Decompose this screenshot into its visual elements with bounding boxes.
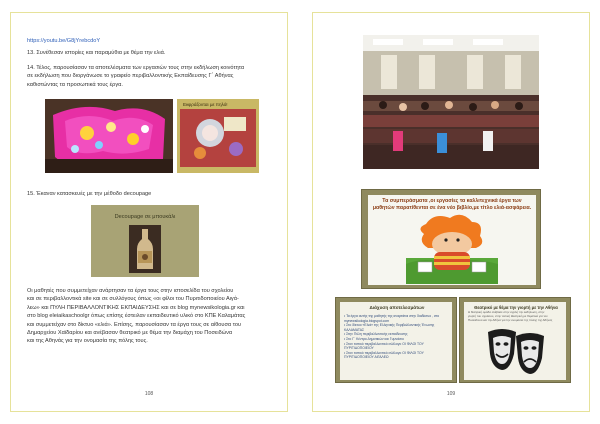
photo-clay [177,99,259,173]
dissemination-card [335,297,457,383]
photo-clay-caption: Εκφράζονται με πηλό! [183,102,228,107]
item-13-text: 13. Συνέθεσαν ιστορίες και παραμύθια με θέμα την ελιά. [27,50,166,56]
slide-title [370,198,534,212]
page-number-right: 109 [446,391,456,397]
photo-pink-craft [45,99,173,173]
item-14-line: καθιστώντας τα προσωπικά τους έργα. [27,81,123,88]
cartoon-character-icon [406,214,498,284]
slide-title-line: μαθητών παρατίθενται σε ένα νέο βιβλίο,με τίτλο ελιά-ασφάρεια. [372,204,532,211]
theatre-line: Η θεατρική ομάδα ανέβασε στην σχολή την εκδήλωση, στην [468,310,545,314]
conclusions-slide [361,189,541,289]
theatre-card [459,297,571,383]
bullet-item: • Στην Πύλη περιβαλλοντικής εκπαίδευσης [344,332,408,337]
bottle-icon [129,225,161,273]
closing-line: στο blog eleiaikaschoolgr όπως επίσης έστειλαν εκπαιδευτικό υλικό στο ΚΠΕ Καλαμάτας [27,313,246,320]
bullet-item: • Τα έργα αυτής της μαθητής της αναρτάται στην διαδίκτυο , στο mynewsikologia.blogspot.com [344,314,440,323]
decoupage-slide [91,205,199,277]
closing-line: λεω» και ΠΥΛΗ ΠΕΡΙΒΑΛΛΟΝΤΙΚΗΣ ΕΚΠΑΙΔΕΥΣΗΣ και σε blog mynewsikologia.gr και [27,304,245,311]
dissemination-title: Διάχυση αποτελεσμάτων [369,305,425,310]
dissemination-bullets [344,314,450,360]
closing-paragraph [27,287,283,346]
item-15-text: 15. Έκαναν κατασκευές με την μέθοδο decoupage [27,191,152,197]
bullet-item: • Στον τοπικό περιβαλλοντικό σύλλογο ΟΙ ΦΙΛΟΙ ΤΟΥ ΠΥΡΙΤΙΔΟΠΟΙΕΙΟΥ ΑΙΓΑΛΕΩ [344,350,424,360]
closing-line: και συμμετείχαν στο δίκτυο «ελιά». Επίσης, παρουσίασαν τα έργα τους σε αίθουσα του [27,321,242,328]
item-14-line: σε εκδήλωση που διοργάνωσε το γραφείο περιβαλλοντικής Εκπαίδευσης Γ΄ Αθήνας [27,73,234,80]
closing-line: και της Αθηνάς για την ονομασία της πόλης τους. [27,338,148,345]
theatre-masks-icon [484,326,548,376]
theatre-line: γιορτή του σχολείου, στην τοπική Θεατρική με θεματικό για τον [468,313,548,318]
closing-line: Δημαρχείου Χαϊδαρίου και ανέβασαν θεατρικό με θέμα την διαμάχη του Ποσειδώνα [27,330,233,337]
bullet-item: • Στο δίκτυο «Ελιά» της Ελληνικής Περιβαλλοντικής Ένωσης ΚΑΛΑΜΑΤΑΣ [344,323,435,332]
photo-auditorium [363,35,539,169]
closing-line: και σε περιβαλλοντικά site και σε συλλόγους όπως «οι φίλοι του Πυριτιδοποιείου Αιγά- [27,296,239,303]
item-14-line: 14. Τέλος, παρουσίασαν τα αποτελέσματα των εργασιών τους στην εκδήλωση κοινότητα [27,65,245,71]
left-page [10,12,288,412]
closing-line: Οι μαθητές που συμμετείχαν ανάρτησαν τα έργα τους στην ιστοσελίδα του σχολείου [27,288,234,294]
item-14-text [27,64,279,89]
theatre-title: Θεατρικό με θέμα την γιορτή με την Αθήνα [474,305,558,310]
bullet-item: • Στο Γ΄ Κέντρο Δημοτικών και Γυμνάσιο [344,336,404,341]
page-number-left: 108 [144,391,154,397]
theatre-line: Ποσειδώνα και την Αθήνα για την ονομασία της πόλης της Αθήνας [468,317,553,322]
youtube-link[interactable]: https://youtu.be/G8jYrebcdoY [27,38,101,44]
decoupage-caption: Decoupage σε μπουκάλι [114,214,176,220]
theatre-text [468,311,564,322]
bullet-item: • Στον τοπικό περιβαλλοντικό σύλλογο ΟΙ ΦΙΛΟΙ ΤΟΥ ΠΥΡΙΤΙΔΟΠΟΙΕΙΟΥ [344,341,424,351]
right-page [312,12,590,412]
slide-title-line: Τα συμπεράσματα ,οι εργασίες τα καλλιτεχνικά έργα των [382,198,522,204]
